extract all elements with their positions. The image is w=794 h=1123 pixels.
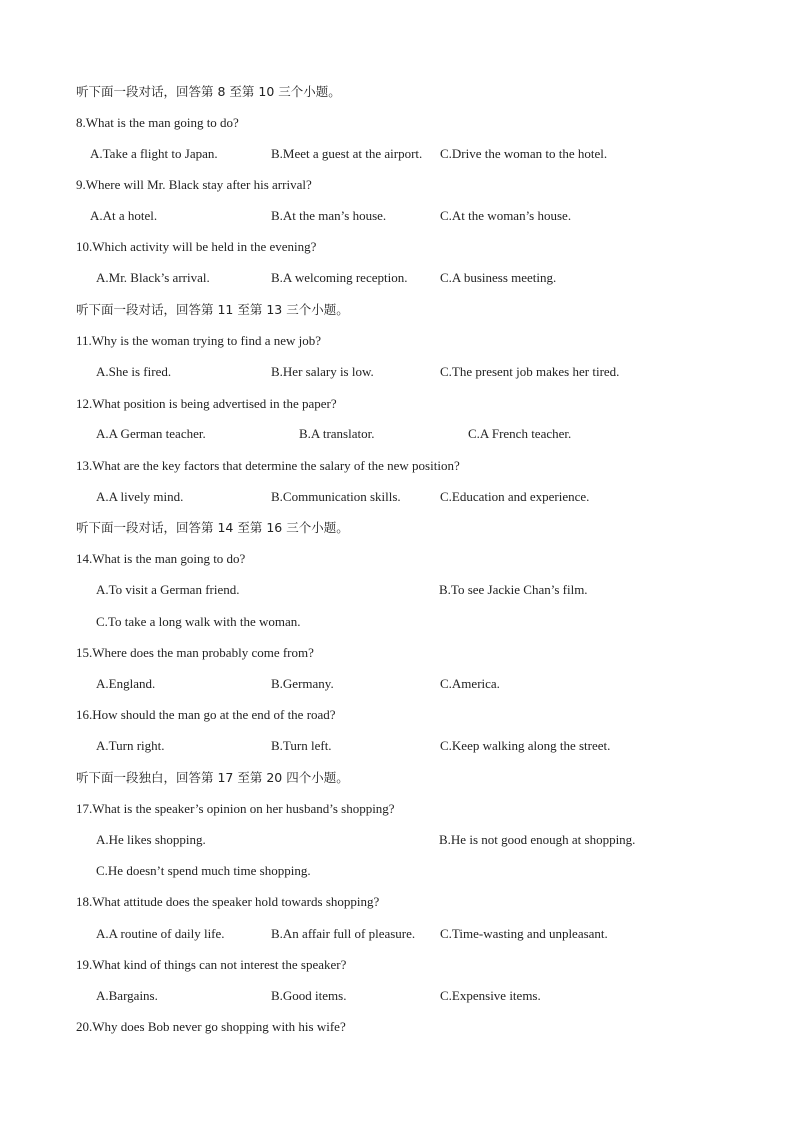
option-c: C.At the woman’s house. (440, 208, 572, 223)
question-text: 13.What are the key factors that determine the salary of the new position? (76, 458, 460, 473)
question-text: 9.Where will Mr. Black stay after his arrival? (76, 177, 312, 192)
question-text: 8.What is the man going to do? (76, 115, 239, 130)
option-a: A.England. (96, 676, 156, 691)
question-text: 17.What is the speaker’s opinion on her husband’s shopping? (76, 801, 395, 816)
option-c: C.He doesn’t spend much time shopping. (96, 863, 311, 878)
option-b: B.Good items. (271, 988, 347, 1003)
question-text: 12.What position is being advertised in the paper? (76, 396, 337, 411)
option-a: A.At a hotel. (90, 208, 158, 223)
option-b: B.A translator. (299, 426, 375, 441)
option-a: A.To visit a German friend. (96, 582, 240, 597)
option-b: B.At the man’s house. (271, 208, 387, 223)
option-c: C.Keep walking along the street. (440, 738, 611, 753)
question-text: 16.How should the man go at the end of the road? (76, 707, 336, 722)
option-b: B.Turn left. (271, 738, 332, 753)
option-a: A.She is fired. (96, 364, 172, 379)
option-a: A.Mr. Black’s arrival. (96, 270, 210, 285)
option-b: B.Meet a guest at the airport. (271, 146, 423, 161)
option-b: B.To see Jackie Chan’s film. (439, 582, 588, 597)
option-c: C.The present job makes her tired. (440, 364, 620, 379)
option-b: B.An affair full of pleasure. (271, 926, 416, 941)
option-a: A.A routine of daily life. (96, 926, 225, 941)
option-a: A.Take a flight to Japan. (90, 146, 218, 161)
question-text: 10.Which activity will be held in the evening? (76, 239, 317, 254)
option-c: C.Education and experience. (440, 489, 590, 504)
option-b: B.A welcoming reception. (271, 270, 408, 285)
option-b: B.Her salary is low. (271, 364, 374, 379)
option-a: A.He likes shopping. (96, 832, 206, 847)
question-text: 15.Where does the man probably come from? (76, 645, 314, 660)
option-b: B.Germany. (271, 676, 334, 691)
question-text: 14.What is the man going to do? (76, 551, 246, 566)
option-c: C.Time-wasting and unpleasant. (440, 926, 608, 941)
question-text: 18.What attitude does the speaker hold towards shopping? (76, 894, 380, 909)
question-text: 19.What kind of things can not interest the speaker? (76, 957, 347, 972)
option-c: C.To take a long walk with the woman. (96, 614, 301, 629)
option-c: C.A business meeting. (440, 270, 557, 285)
option-b: B.Communication skills. (271, 489, 401, 504)
option-a: A.A German teacher. (96, 426, 206, 441)
option-b: B.He is not good enough at shopping. (439, 832, 636, 847)
option-c: C.Drive the woman to the hotel. (440, 146, 608, 161)
option-a: A.Turn right. (96, 738, 165, 753)
question-text: 11.Why is the woman trying to find a new job? (76, 333, 322, 348)
option-c: C.America. (440, 676, 500, 691)
question-text: 20.Why does Bob never go shopping with his wife? (76, 1019, 346, 1034)
option-c: C.A French teacher. (468, 426, 572, 441)
option-c: C.Expensive items. (440, 988, 541, 1003)
option-a: A.A lively mind. (96, 489, 184, 504)
option-a: A.Bargains. (96, 988, 158, 1003)
